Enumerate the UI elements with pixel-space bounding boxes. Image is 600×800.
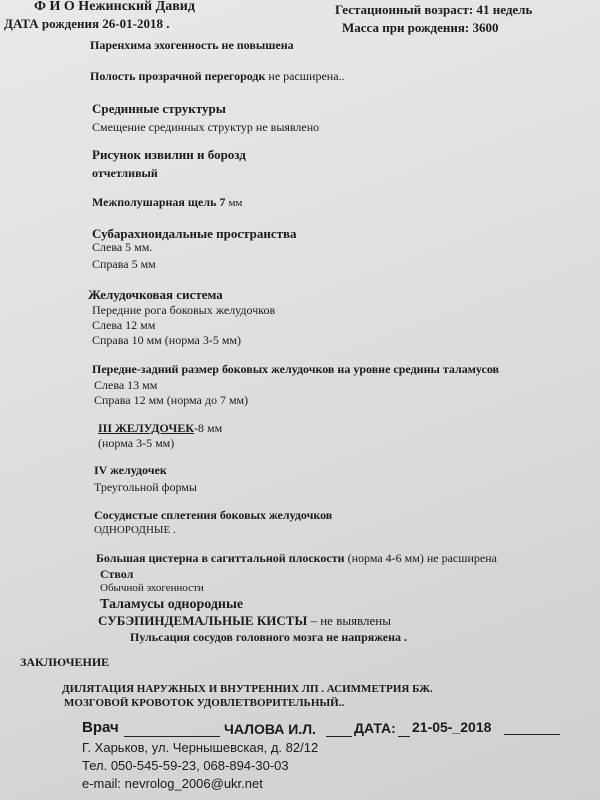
ap-left: Слева 13 мм: [94, 378, 158, 392]
conclusion-title: ЗАКЛЮЧЕНИЕ: [20, 655, 110, 669]
septum-cavity-label: Полость прозрачной перегородк: [90, 69, 266, 83]
septum-cavity: [90, 69, 345, 84]
stem-title: Ствол: [100, 567, 134, 581]
septum-cavity-value: не расширена..: [268, 69, 345, 83]
ap-right: Справа 12 мм (норма до 7 мм): [94, 393, 249, 407]
ap-size-title: Передне-задний размер боковых желудочков на уровне средины таламусов: [92, 362, 500, 376]
pulsation: Пульсация сосудов головного мозга не напряжена .: [130, 630, 408, 644]
interhemispheric-label: Межполушарная щель 7: [92, 195, 226, 209]
doctor-label: Врач: [82, 719, 119, 736]
birth-date: ДАТА рождения 26-01-2018 .: [4, 16, 170, 31]
fourth-ventricle-title: IV желудочек: [94, 463, 167, 477]
clinic-phone: Тел. 050-545-59-23, 068-894-30-03: [82, 758, 289, 773]
third-ventricle: [98, 421, 222, 436]
horns-left: Слева 12 мм: [92, 318, 156, 332]
third-ventricle-norm: (норма 3-5 мм): [98, 436, 175, 450]
interhemispheric-fissure: [92, 195, 242, 210]
midline-title: Срединные структуры: [92, 101, 226, 116]
doctor-name: ЧАЛОВА И.Л.: [224, 721, 316, 737]
cysts-label: СУБЭПИНДЕМАЛЬНЫЕ КИСТЫ: [98, 613, 308, 628]
cistern-label: Большая цистерна в сагиттальной плоскости: [96, 551, 345, 565]
third-ventricle-value: -8 мм: [194, 421, 223, 435]
subarachnoid-title: Субарахноидальные пространства: [92, 226, 297, 241]
third-ventricle-label: III ЖЕЛУДОЧЕК: [98, 421, 195, 435]
plexus-value: ОДНОРОДНЫЕ .: [94, 524, 176, 536]
fourth-ventricle-value: Треугольной формы: [94, 480, 197, 494]
date-value: 21-05-_2018: [412, 719, 492, 735]
ventricular-title: Желудочковая система: [88, 287, 223, 302]
date-suffix-line: [504, 734, 560, 735]
subependymal-cysts: [98, 613, 391, 629]
cistern: [96, 551, 497, 566]
patient-name: Ф И О Нежинский Давид: [34, 0, 195, 14]
conclusion-line2: МОЗГОВОЙ КРОВОТОК УДОВЛЕТВОРИТЕЛЬНЫЙ..: [64, 697, 345, 709]
gestational-age: Гестационный возраст: 41 недель: [335, 2, 533, 17]
separator-line: [326, 736, 352, 737]
conclusion-line1: ДИЛЯТАЦИЯ НАРУЖНЫХ И ВНУТРЕННИХ ЛП . АСИММЕТРИЯ БЖ.: [62, 683, 433, 695]
stem-value: Обычной эхогенности: [100, 582, 204, 594]
thalami: Таламусы однородные: [100, 597, 244, 612]
anterior-horns: Передние рога боковых желудочков: [92, 303, 276, 317]
plexus-title: Сосудистые сплетения боковых желудочков: [94, 508, 333, 522]
midline-value: Смещение срединных структур не выявлено: [92, 120, 320, 134]
date-prefix-line: [398, 736, 410, 737]
birth-weight: Масса при рождения: 3600: [342, 20, 499, 35]
parenchyma: Паренхима эхогенность не повышена: [90, 38, 294, 52]
date-label: ДАТА:: [354, 720, 396, 736]
gyri-title: Рисунок извилин и борозд: [92, 147, 246, 162]
subarachnoid-left: Слева 5 мм.: [92, 240, 153, 254]
cysts-value: – не выявлены: [310, 613, 391, 628]
clinic-address: Г. Харьков, ул. Чернышевская, д. 82/12: [82, 740, 319, 755]
cistern-value: (норма 4-6 мм) не расширена: [347, 551, 497, 565]
gyri-value: отчетливый: [92, 166, 158, 180]
clinic-email: e-mail: nevrolog_2006@ukr.net: [82, 776, 263, 791]
subarachnoid-right: Справа 5 мм: [92, 257, 156, 271]
interhemispheric-unit: мм: [228, 197, 243, 209]
signature-line: [124, 736, 220, 737]
horns-right: Справа 10 мм (норма 3-5 мм): [92, 333, 242, 347]
